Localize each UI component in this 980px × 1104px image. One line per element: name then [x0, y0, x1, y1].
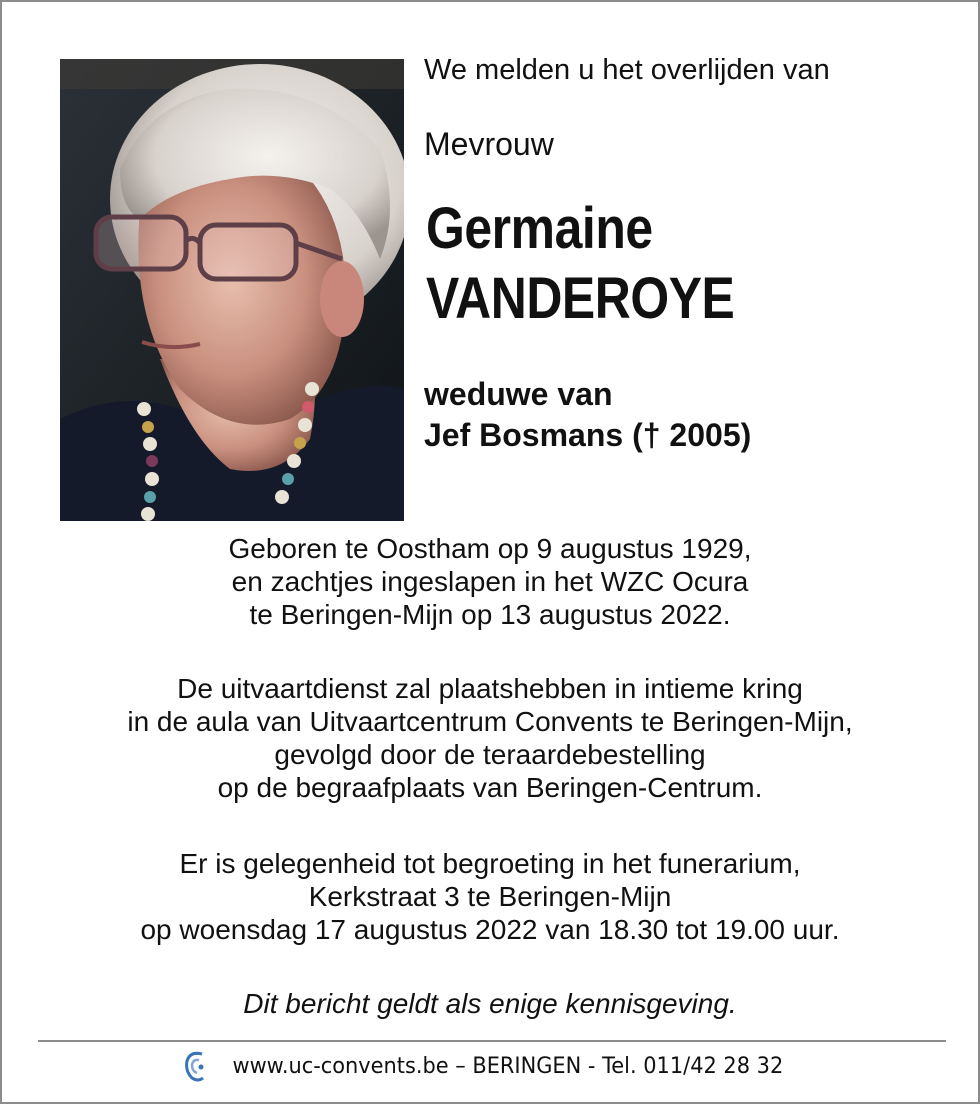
visitation-line: op woensdag 17 augustus 2022 van 18.30 tot 19.00 uur.	[140, 914, 840, 945]
funeral-paragraph	[2, 672, 978, 804]
birth-line: te Beringen-Mijn op 13 augustus 2022.	[249, 599, 731, 630]
footer	[2, 1046, 978, 1086]
birth-line: en zachtjes ingeslapen in het WZC Ocura	[231, 566, 749, 597]
visitation-line: Kerkstraat 3 te Beringen-Mijn	[308, 881, 672, 912]
footer-divider	[38, 1040, 946, 1042]
birth-paragraph	[2, 532, 978, 631]
closing-note: Dit bericht geldt als enige kennisgeving.	[243, 988, 737, 1019]
deceased-name	[426, 194, 734, 334]
footer-contact-text: www.uc-convents.be – BERINGEN - Tel. 011/42 28 32	[232, 1053, 784, 1079]
funeral-line: gevolgd door de teraardebestelling	[274, 739, 706, 770]
funeral-line: in de aula van Uitvaartcentrum Convents te Beringen-Mijn,	[127, 706, 853, 737]
first-name: Germaine	[426, 196, 653, 261]
uc-convents-logo-icon	[182, 1049, 208, 1083]
birth-line: Geboren te Oostham op 9 augustus 1929,	[228, 533, 752, 564]
visitation-line: Er is gelegenheid tot begroeting in het funerarium,	[179, 848, 801, 879]
spouse-info	[424, 374, 751, 456]
portrait-photo	[60, 59, 404, 521]
portrait-illustration	[60, 59, 404, 521]
last-name: VANDEROYE	[426, 266, 735, 331]
funeral-line: op de begraafplaats van Beringen-Centrum.	[217, 772, 763, 803]
intro-text: We melden u het overlijden van	[424, 54, 830, 86]
funeral-line: De uitvaartdienst zal plaatshebben in intieme kring	[177, 673, 803, 704]
spouse-line-2: Jef Bosmans († 2005)	[424, 417, 752, 453]
spouse-line-1: weduwe van	[424, 376, 613, 412]
visitation-paragraph	[2, 847, 978, 946]
honorific: Mevrouw	[424, 126, 554, 162]
